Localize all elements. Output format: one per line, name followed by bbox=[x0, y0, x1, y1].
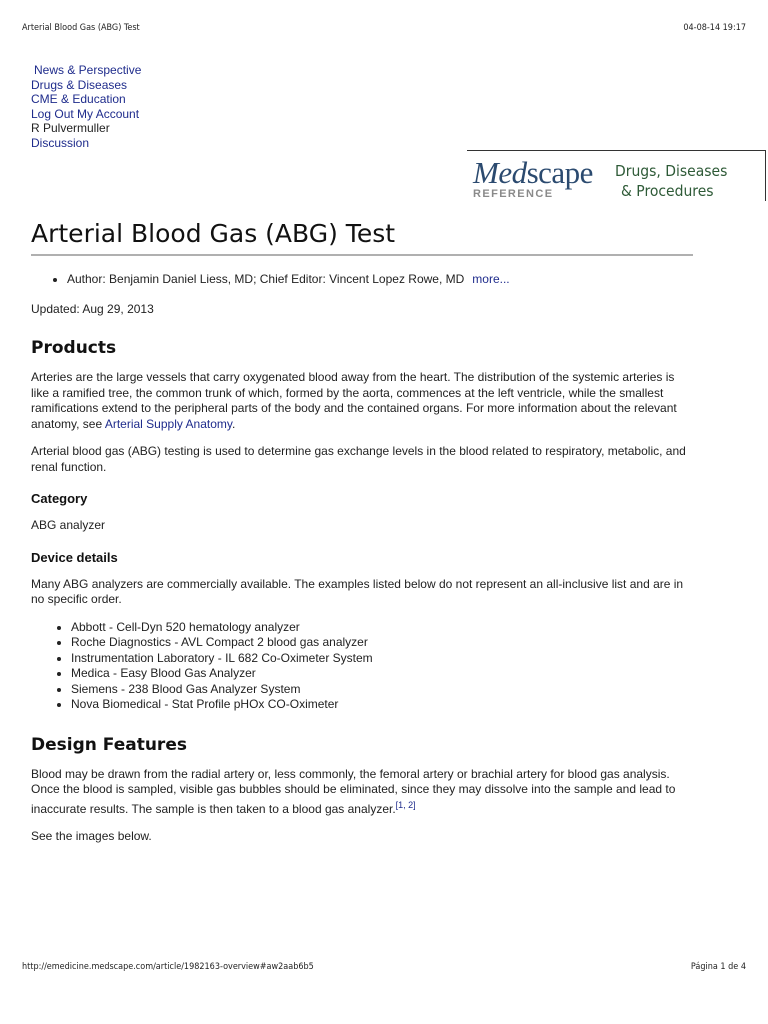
author-item bbox=[67, 272, 693, 286]
print-title: Arterial Blood Gas (ABG) Test bbox=[22, 23, 140, 33]
design-paragraph-1-text: Blood may be drawn from the radial artery or, less commonly, the femoral artery or brachial artery for blood gas analysis. Once the blood is sampled, visible gas bubbles should be eliminated, since they may dissolve into the sample and lead to inaccurate results. The sample is then taken to a blood gas analyzer. bbox=[31, 766, 676, 816]
arterial-supply-anatomy-link[interactable]: Arterial Supply Anatomy bbox=[104, 416, 232, 431]
print-page-number: Página 1 de 4 bbox=[690, 962, 746, 972]
author-list bbox=[31, 272, 693, 286]
nav-link-account[interactable]: Log Out My Account bbox=[31, 106, 140, 121]
products-paragraph-1-text: Arteries are the large vessels that carry oxygenated blood away from the heart. The distribution of the systemic arteries is like a ramified tree, the common trunk of which, formed by the aorta, commences at the left ventricle, while the smallest ramifications extend to the peripheral parts of the body and the contained organs. For more information about the relevant anatomy, see bbox=[31, 370, 677, 431]
logo-tagline bbox=[615, 161, 727, 201]
design-paragraph-2: See the images below. bbox=[31, 829, 152, 843]
device-intro: Many ABG analyzers are commercially available. The examples listed below do not represent an all-inclusive list and are in no specific order. bbox=[31, 576, 684, 606]
section-heading-design-features: Design Features bbox=[31, 734, 187, 755]
section-heading-products: Products bbox=[31, 338, 117, 358]
nav-username: R Pulvermuller bbox=[31, 121, 110, 135]
list-item: • Medica - Easy Blood Gas Analyzer bbox=[71, 666, 693, 682]
updated-date: Updated: Aug 29, 2013 bbox=[31, 302, 154, 316]
design-paragraph-1 bbox=[31, 767, 691, 818]
medscape-reference-logo[interactable] bbox=[467, 150, 766, 201]
products-paragraph-1-end: . bbox=[232, 416, 236, 431]
logo-tagline-line2: & Procedures bbox=[621, 182, 714, 200]
list-item: • Roche Diagnostics - AVL Compact 2 blood gas analyzer bbox=[71, 635, 693, 651]
logo-med: Med bbox=[473, 155, 527, 190]
author-text: Author: Benjamin Daniel Liess, MD; Chief Editor: Vincent Lopez Rowe, MD bbox=[67, 272, 465, 286]
logo-reference: REFERENCE bbox=[473, 188, 554, 200]
nav-link-drugs[interactable]: Drugs & Diseases bbox=[31, 77, 128, 92]
nav-link-news[interactable]: News & Perspective bbox=[34, 63, 142, 77]
section-heading-category: Category bbox=[31, 491, 88, 506]
logo-tagline-line1: Drugs, Diseases bbox=[615, 162, 728, 180]
article-body bbox=[31, 219, 693, 845]
top-nav bbox=[31, 63, 141, 150]
logo-scape: scape bbox=[526, 155, 593, 190]
list-item: • Nova Biomedical - Stat Profile pHOx CO-Oximeter bbox=[71, 697, 693, 713]
list-item: • Abbott - Cell-Dyn 520 hematology analyzer bbox=[71, 620, 693, 636]
reference-link[interactable]: [1, 2] bbox=[395, 799, 416, 810]
print-footer bbox=[22, 962, 746, 972]
list-item: • Siemens - 238 Blood Gas Analyzer System bbox=[71, 682, 693, 698]
category-value: ABG analyzer bbox=[31, 518, 106, 532]
products-paragraph-1 bbox=[31, 370, 691, 432]
print-datetime: 04-08-14 19:17 bbox=[683, 23, 746, 33]
logo-wordmark bbox=[473, 155, 593, 200]
products-paragraph-2: Arterial blood gas (ABG) testing is used to determine gas exchange levels in the blood related to respiratory, metabolic, and renal function. bbox=[31, 444, 686, 474]
print-url: http://emedicine.medscape.com/article/1982163-overview#aw2aab6b5 bbox=[22, 962, 314, 972]
print-header bbox=[22, 23, 746, 33]
page-title: Arterial Blood Gas (ABG) Test bbox=[31, 219, 693, 256]
list-item: • Instrumentation Laboratory - IL 682 Co-Oximeter System bbox=[71, 651, 693, 667]
device-list bbox=[31, 620, 693, 713]
section-heading-device-details: Device details bbox=[31, 549, 118, 565]
nav-link-cme[interactable]: CME & Education bbox=[31, 92, 126, 106]
more-link[interactable]: more... bbox=[472, 272, 510, 286]
nav-link-discussion[interactable]: Discussion bbox=[31, 135, 90, 150]
